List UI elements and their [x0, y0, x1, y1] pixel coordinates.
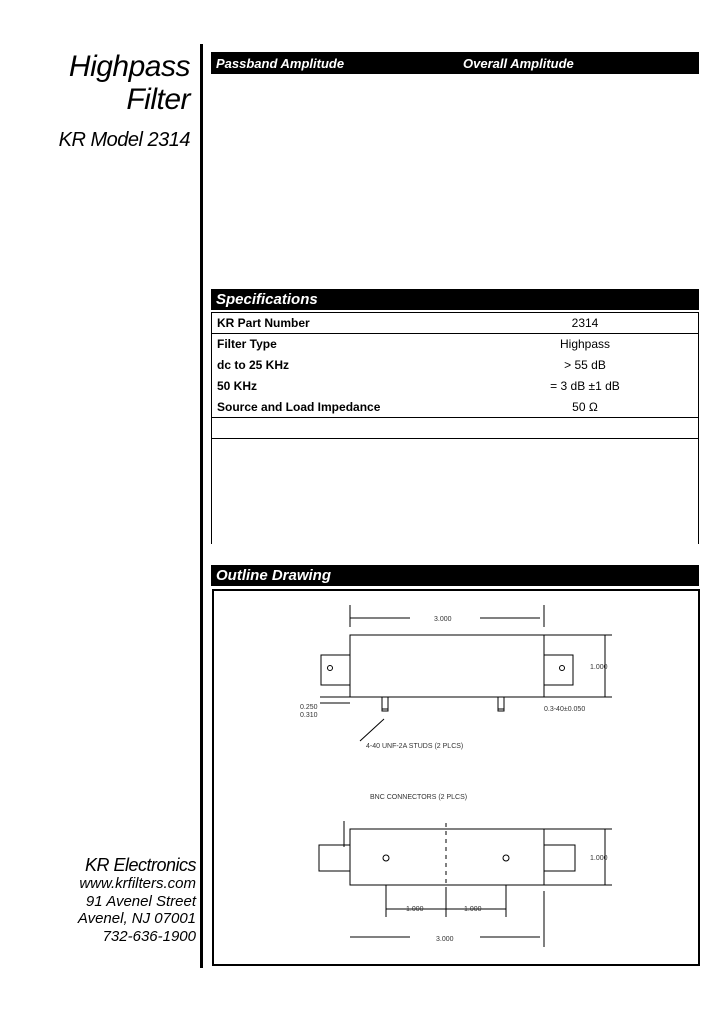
- spec-row: [211, 376, 699, 397]
- dim-left-b: 0.310: [300, 712, 318, 719]
- stud-note: 4-40 UNF-2A STUDS (2 PLCS): [366, 743, 464, 750]
- top-right-hole: [560, 666, 565, 671]
- dim-bottom-right-span: 1.000: [464, 906, 482, 913]
- model-name: KR Model 2314: [58, 129, 190, 151]
- title-block: [59, 50, 190, 152]
- spec-blank-cell: [211, 418, 471, 439]
- spec-row: [211, 397, 699, 418]
- specifications-heading: Specifications: [211, 289, 699, 310]
- stud-leader: [360, 719, 384, 741]
- bottom-right-stud: [503, 855, 509, 861]
- spec-label: KR Part Number: [211, 313, 471, 334]
- spec-row: [211, 313, 699, 334]
- connector-note: BNC CONNECTORS (2 PLCS): [370, 794, 468, 801]
- vertical-divider: [200, 44, 203, 968]
- spec-label: Filter Type: [211, 334, 471, 355]
- street-address: 91 Avenel Street: [85, 892, 196, 910]
- website-link[interactable]: www.krfilters.com: [79, 875, 196, 892]
- city-address: Avenel, NJ 07001: [77, 910, 196, 927]
- spec-value: > 55 dB: [564, 358, 606, 372]
- spec-blank-cell: [471, 418, 699, 439]
- top-left-connector: [321, 655, 350, 685]
- spec-value: 2314: [471, 313, 699, 334]
- top-view-body: [350, 635, 544, 697]
- passband-amplitude-label: Passband Amplitude: [216, 56, 345, 71]
- top-left-hole: [328, 666, 333, 671]
- dim-bottom-height: 1.000: [590, 855, 608, 862]
- dim-bottom-length: 3.000: [436, 936, 454, 943]
- bottom-right-connector: [544, 845, 575, 871]
- dim-top-length: 3.000: [434, 616, 452, 623]
- spec-row-blank: [211, 418, 699, 439]
- title-line-1: Highpass: [68, 50, 190, 83]
- spec-value: = 3 dB ±1 dB: [550, 379, 620, 393]
- dim-top-height: 1.000: [590, 664, 608, 671]
- amplitude-header-bar: [211, 52, 699, 74]
- title-line-2: Filter: [126, 83, 190, 116]
- spec-value: 50 Ω: [572, 399, 598, 414]
- spec-label: Source and Load Impedance: [217, 399, 381, 414]
- dim-bottom-left-span: 1.000: [406, 906, 424, 913]
- specifications-table: [211, 312, 699, 439]
- spec-label: 50 KHz: [217, 379, 258, 393]
- spec-row: [211, 355, 699, 376]
- outline-drawing: [212, 589, 700, 966]
- company-name: KR Electronics: [84, 855, 196, 875]
- spec-value: Highpass: [471, 334, 699, 355]
- spec-label: dc to 25 KHz: [217, 358, 290, 372]
- spec-row: [211, 334, 699, 355]
- bottom-left-stud: [383, 855, 389, 861]
- outline-drawing-svg: [214, 591, 702, 968]
- contact-block: [78, 855, 196, 945]
- phone-number: 732-636-1900: [102, 927, 196, 945]
- dim-left-a: 0.250: [300, 704, 318, 711]
- bottom-left-connector: [319, 845, 350, 871]
- bottom-view-body: [350, 829, 544, 885]
- outline-drawing-heading: Outline Drawing: [211, 565, 699, 586]
- dim-right-note: 0.3-40±0.050: [544, 706, 586, 713]
- top-right-connector: [544, 655, 573, 685]
- overall-amplitude-label: Overall Amplitude: [463, 56, 574, 71]
